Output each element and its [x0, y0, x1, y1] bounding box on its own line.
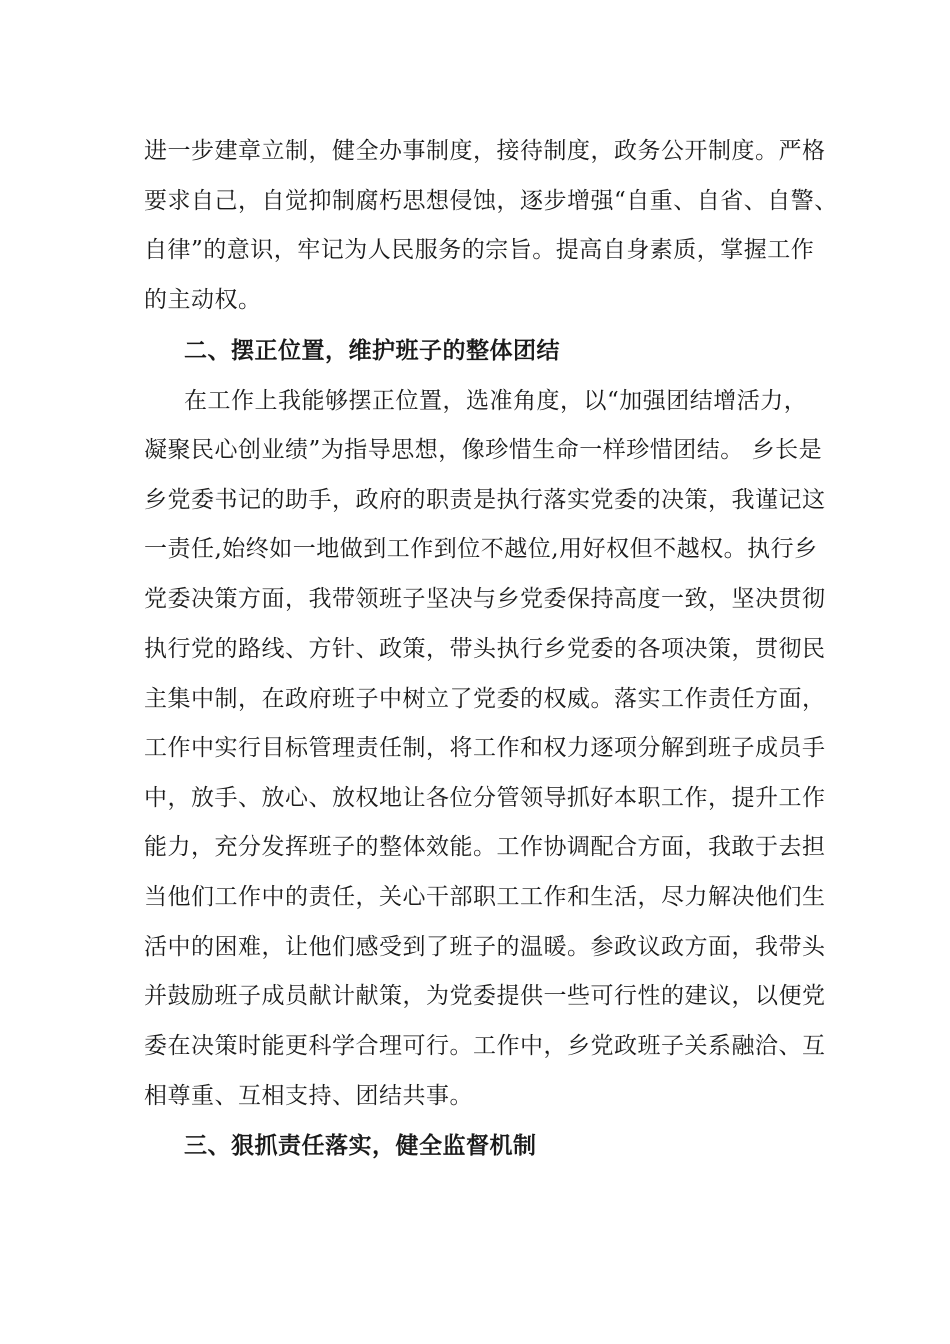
paragraph-line: 凝聚民心创业绩”为指导思想，像珍惜生命一样珍惜团结。 乡长是 — [144, 437, 823, 463]
section-heading-2: 二、摆正位置，维护班子的整体团结 — [184, 337, 560, 364]
paragraph-line: 能力，充分发挥班子的整体效能。工作协调配合方面，我敢于去担 — [144, 834, 826, 860]
paragraph-line: 一责任,始终如一地做到工作到位不越位,用好权但不越权。执行乡 — [144, 536, 818, 562]
paragraph-line: 当他们工作中的责任，关心干部职工工作和生活，尽力解决他们生 — [144, 884, 826, 910]
paragraph-line: 自律”的意识，牢记为人民服务的宗旨。提高自身素质，掌握工作 — [144, 237, 815, 263]
paragraph-line: 工作中实行目标管理责任制，将工作和权力逐项分解到班子成员手 — [144, 735, 826, 761]
paragraph-line: 委在决策时能更科学合理可行。工作中，乡党政班子关系融洽、互 — [144, 1033, 826, 1059]
paragraph-line: 执行党的路线、方针、政策，带头执行乡党委的各项决策，贯彻民 — [144, 636, 826, 662]
paragraph-line: 在工作上我能够摆正位置，选准角度，以“加强团结增活力， — [184, 388, 808, 414]
paragraph-line: 乡党委书记的助手，政府的职责是执行落实党委的决策，我谨记这 — [144, 487, 826, 513]
paragraph-line: 主集中制，在政府班子中树立了党委的权威。落实工作责任方面， — [144, 686, 826, 712]
section-heading-3: 三、狠抓责任落实，健全监督机制 — [184, 1132, 537, 1159]
paragraph-line: 活中的困难，让他们感受到了班子的温暖。参政议政方面，我带头 — [144, 934, 826, 960]
paragraph-line: 中，放手、放心、放权地让各位分管领导抓好本职工作，提升工作 — [144, 785, 826, 811]
paragraph-line: 相尊重、互相支持、团结共事。 — [144, 1083, 473, 1109]
paragraph-line: 的主动权。 — [144, 287, 262, 313]
paragraph-line: 要求自己，自觉抑制腐朽思想侵蚀，逐步增强“自重、自省、自警、 — [144, 188, 838, 214]
paragraph-line: 并鼓励班子成员献计献策，为党委提供一些可行性的建议，以便党 — [144, 983, 826, 1009]
paragraph-line: 党委决策方面，我带领班子坚决与乡党委保持高度一致，坚决贯彻 — [144, 586, 826, 612]
paragraph-line: 进一步建章立制，健全办事制度，接待制度，政务公开制度。严格 — [144, 138, 826, 164]
